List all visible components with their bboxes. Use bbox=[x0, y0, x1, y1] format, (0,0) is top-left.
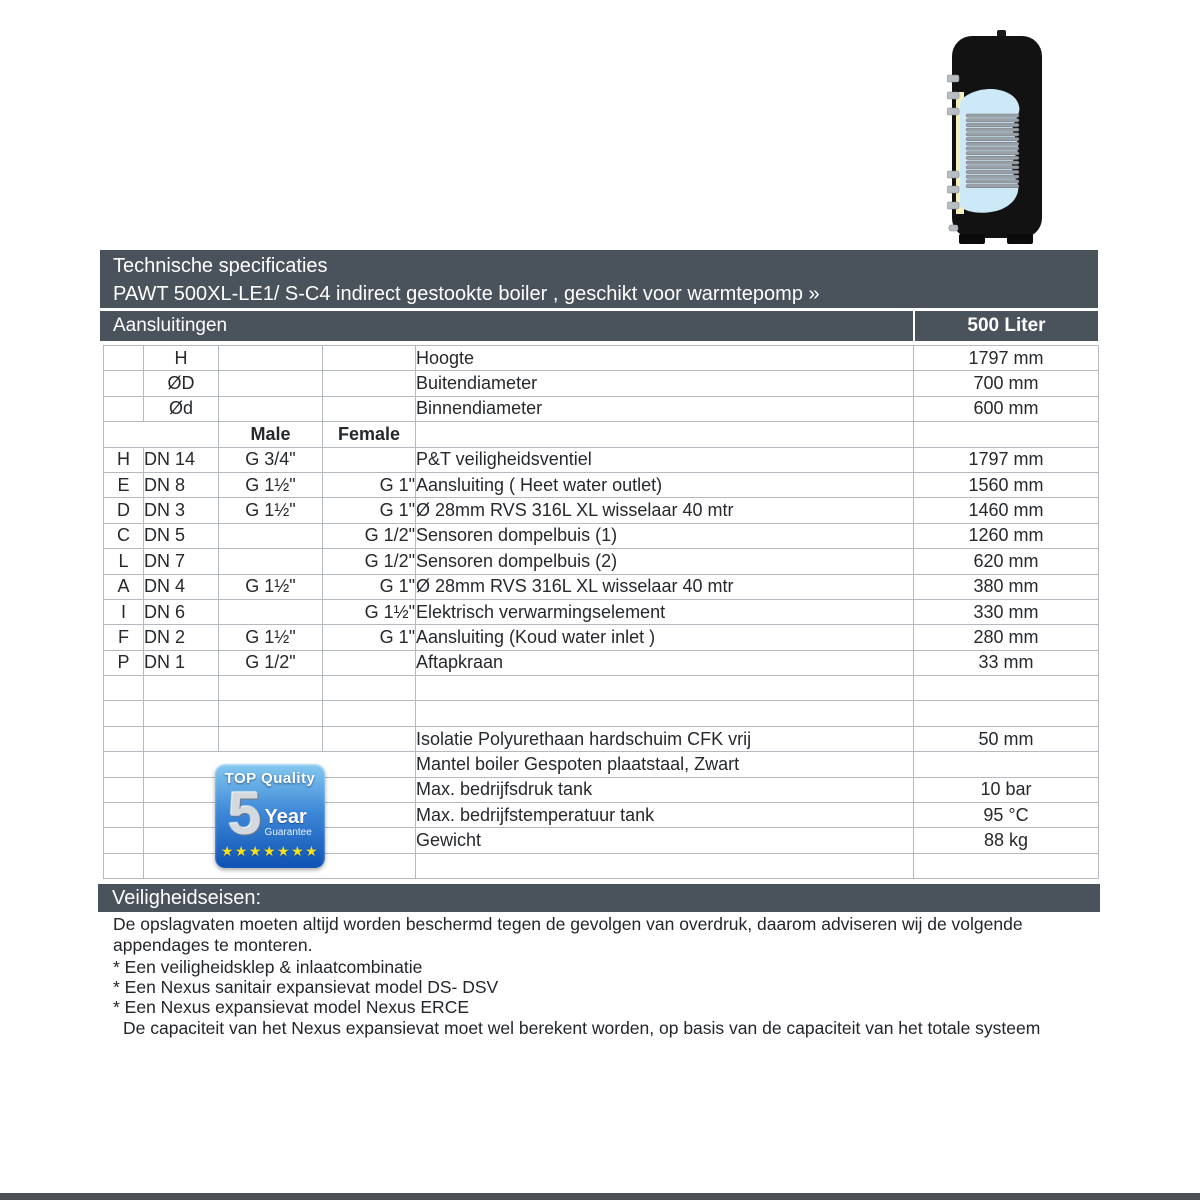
cell-value: 1260 mm bbox=[914, 523, 1099, 548]
table-row bbox=[104, 472, 1099, 497]
cell-male bbox=[219, 523, 323, 548]
table-row bbox=[104, 625, 1099, 650]
cell-description: Buitendiameter bbox=[416, 371, 914, 396]
badge-guarantee-label: Guarantee bbox=[264, 827, 312, 838]
cell-female: G 1" bbox=[323, 574, 416, 599]
cell-description: Aansluiting (Koud water inlet ) bbox=[416, 625, 914, 650]
cell-male bbox=[219, 549, 323, 574]
cell-code bbox=[144, 726, 219, 751]
cell-male: G 1½" bbox=[219, 498, 323, 523]
cell-letter bbox=[104, 371, 144, 396]
cell-code: Ød bbox=[144, 396, 219, 421]
cell-letter: C bbox=[104, 523, 144, 548]
connections-section-bar bbox=[100, 311, 1098, 341]
cell-description: Hoogte bbox=[416, 346, 914, 371]
cell-value bbox=[914, 853, 1099, 878]
cell-description: P&T veiligheidsventiel bbox=[416, 447, 914, 472]
cell-value: 33 mm bbox=[914, 650, 1099, 675]
cell-blank bbox=[104, 422, 219, 447]
cell-description bbox=[416, 853, 914, 878]
footer-divider-bar bbox=[0, 1193, 1200, 1200]
cell-value: 330 mm bbox=[914, 599, 1099, 624]
cell-letter bbox=[104, 803, 144, 828]
cell-code: DN 2 bbox=[144, 625, 219, 650]
cell-value: 1460 mm bbox=[914, 498, 1099, 523]
safety-item: * Een veiligheidsklep & inlaatcombinatie bbox=[113, 957, 423, 977]
cell-letter bbox=[104, 752, 144, 777]
cell-value: 1560 mm bbox=[914, 472, 1099, 497]
badge-stars-icon: ★★★★★★★ bbox=[220, 843, 320, 859]
cell-letter bbox=[104, 777, 144, 802]
header-bar bbox=[100, 250, 1098, 308]
cell-description: Mantel boiler Gespoten plaatstaal, Zwart bbox=[416, 752, 914, 777]
safety-text-block bbox=[113, 914, 1098, 1038]
cell-description: Ø 28mm RVS 316L XL wisselaar 40 mtr bbox=[416, 574, 914, 599]
cell-description: Aftapkraan bbox=[416, 650, 914, 675]
badge-number: 5 bbox=[228, 780, 262, 847]
cell-letter: D bbox=[104, 498, 144, 523]
cell-female bbox=[323, 371, 416, 396]
cell-value bbox=[914, 752, 1099, 777]
cell-letter bbox=[104, 346, 144, 371]
cell-female: G 1/2" bbox=[323, 523, 416, 548]
cell-description: Elektrisch verwarmingselement bbox=[416, 599, 914, 624]
cell-male: G 1½" bbox=[219, 625, 323, 650]
cell-value: 620 mm bbox=[914, 549, 1099, 574]
cell-value: 1797 mm bbox=[914, 447, 1099, 472]
connections-label: Aansluitingen bbox=[113, 315, 228, 336]
cell-value: 280 mm bbox=[914, 625, 1099, 650]
cell-male: G 1/2" bbox=[219, 650, 323, 675]
cell-value: 88 kg bbox=[914, 828, 1099, 853]
table-row bbox=[104, 371, 1099, 396]
cell-code: ØD bbox=[144, 371, 219, 396]
cell-letter: F bbox=[104, 625, 144, 650]
cell-male bbox=[219, 396, 323, 421]
table-row-male-female-header bbox=[104, 422, 1099, 447]
safety-section-bar bbox=[98, 884, 1100, 912]
product-subtitle: PAWT 500XL-LE1/ S-C4 indirect gestookte boiler , geschikt voor warmtepomp » bbox=[113, 283, 820, 305]
cell-value: 1797 mm bbox=[914, 346, 1099, 371]
cell-description: Max. bedrijfstemperatuur tank bbox=[416, 803, 914, 828]
table-row bbox=[104, 726, 1099, 751]
safety-title: Veiligheidseisen: bbox=[112, 887, 261, 909]
cell-code: DN 1 bbox=[144, 650, 219, 675]
boiler-cutaway-image bbox=[947, 28, 1047, 246]
badge-year-label: Year bbox=[264, 806, 307, 828]
cell-letter bbox=[104, 828, 144, 853]
cell-description: Sensoren dompelbuis (1) bbox=[416, 523, 914, 548]
cell-value: 600 mm bbox=[914, 396, 1099, 421]
table-row bbox=[104, 346, 1099, 371]
cell-female bbox=[323, 346, 416, 371]
table-row bbox=[104, 523, 1099, 548]
table-row bbox=[104, 447, 1099, 472]
cell-male bbox=[219, 599, 323, 624]
cell-female bbox=[323, 726, 416, 751]
table-row bbox=[104, 549, 1099, 574]
table-row bbox=[104, 599, 1099, 624]
table-row-empty bbox=[104, 701, 1099, 726]
cell-description bbox=[416, 422, 914, 447]
table-row bbox=[104, 396, 1099, 421]
cell-value: 95 °C bbox=[914, 803, 1099, 828]
cell-code: DN 3 bbox=[144, 498, 219, 523]
cell-code: DN 7 bbox=[144, 549, 219, 574]
cell-description: Ø 28mm RVS 316L XL wisselaar 40 mtr bbox=[416, 498, 914, 523]
cell-value bbox=[914, 422, 1099, 447]
cell-description: Gewicht bbox=[416, 828, 914, 853]
cell-letter bbox=[104, 853, 144, 878]
safety-intro: De opslagvaten moeten altijd worden beschermd tegen de gevolgen van overdruk, daarom adviseren wij de volgende appendages te monteren. bbox=[113, 914, 1023, 955]
table-row bbox=[104, 650, 1099, 675]
cell-male bbox=[219, 346, 323, 371]
cell-female bbox=[323, 447, 416, 472]
cell-female: G 1" bbox=[323, 472, 416, 497]
cell-description: Sensoren dompelbuis (2) bbox=[416, 549, 914, 574]
cell-value: 50 mm bbox=[914, 726, 1099, 751]
cell-letter bbox=[104, 726, 144, 751]
cell-male bbox=[219, 726, 323, 751]
cell-female: G 1/2" bbox=[323, 549, 416, 574]
table-row bbox=[104, 574, 1099, 599]
cell-female bbox=[323, 396, 416, 421]
cell-code: DN 8 bbox=[144, 472, 219, 497]
table-row bbox=[104, 498, 1099, 523]
capacity-label: 500 Liter bbox=[913, 311, 1098, 341]
cell-code: DN 4 bbox=[144, 574, 219, 599]
cell-female: G 1" bbox=[323, 498, 416, 523]
safety-item: * Een Nexus sanitair expansievat model DS- DSV bbox=[113, 977, 499, 998]
page-title: Technische specificaties bbox=[113, 255, 328, 277]
cell-value: 700 mm bbox=[914, 371, 1099, 396]
cell-female: G 1½" bbox=[323, 599, 416, 624]
top-quality-badge bbox=[215, 764, 325, 868]
cell-code: DN 6 bbox=[144, 599, 219, 624]
cell-female: G 1" bbox=[323, 625, 416, 650]
cell-value: 10 bar bbox=[914, 777, 1099, 802]
female-column-header: Female bbox=[323, 422, 416, 447]
table-row-empty bbox=[104, 676, 1099, 701]
badge-top-label: TOP Quality bbox=[224, 770, 316, 787]
cell-description: Aansluiting ( Heet water outlet) bbox=[416, 472, 914, 497]
cell-male: G 3/4" bbox=[219, 447, 323, 472]
cell-letter bbox=[104, 396, 144, 421]
cell-description: Binnendiameter bbox=[416, 396, 914, 421]
cell-male: G 1½" bbox=[219, 574, 323, 599]
cell-value: 380 mm bbox=[914, 574, 1099, 599]
male-column-header: Male bbox=[219, 422, 323, 447]
cell-code: H bbox=[144, 346, 219, 371]
cell-letter: A bbox=[104, 574, 144, 599]
cell-code: DN 5 bbox=[144, 523, 219, 548]
cell-description: Isolatie Polyurethaan hardschuim CFK vrij bbox=[416, 726, 914, 751]
cell-letter: I bbox=[104, 599, 144, 624]
safety-item: De capaciteit van het Nexus expansievat moet wel berekent worden, op basis van de capaciteit van het totale systeem bbox=[123, 1017, 1041, 1038]
cell-male: G 1½" bbox=[219, 472, 323, 497]
cell-letter: E bbox=[104, 472, 144, 497]
cell-female bbox=[323, 650, 416, 675]
cell-description: Max. bedrijfsdruk tank bbox=[416, 777, 914, 802]
safety-item: * Een Nexus expansievat model Nexus ERCE bbox=[113, 997, 470, 1018]
cell-code: DN 14 bbox=[144, 447, 219, 472]
cell-letter: L bbox=[104, 549, 144, 574]
cell-letter: P bbox=[104, 650, 144, 675]
cell-letter: H bbox=[104, 447, 144, 472]
cell-male bbox=[219, 371, 323, 396]
